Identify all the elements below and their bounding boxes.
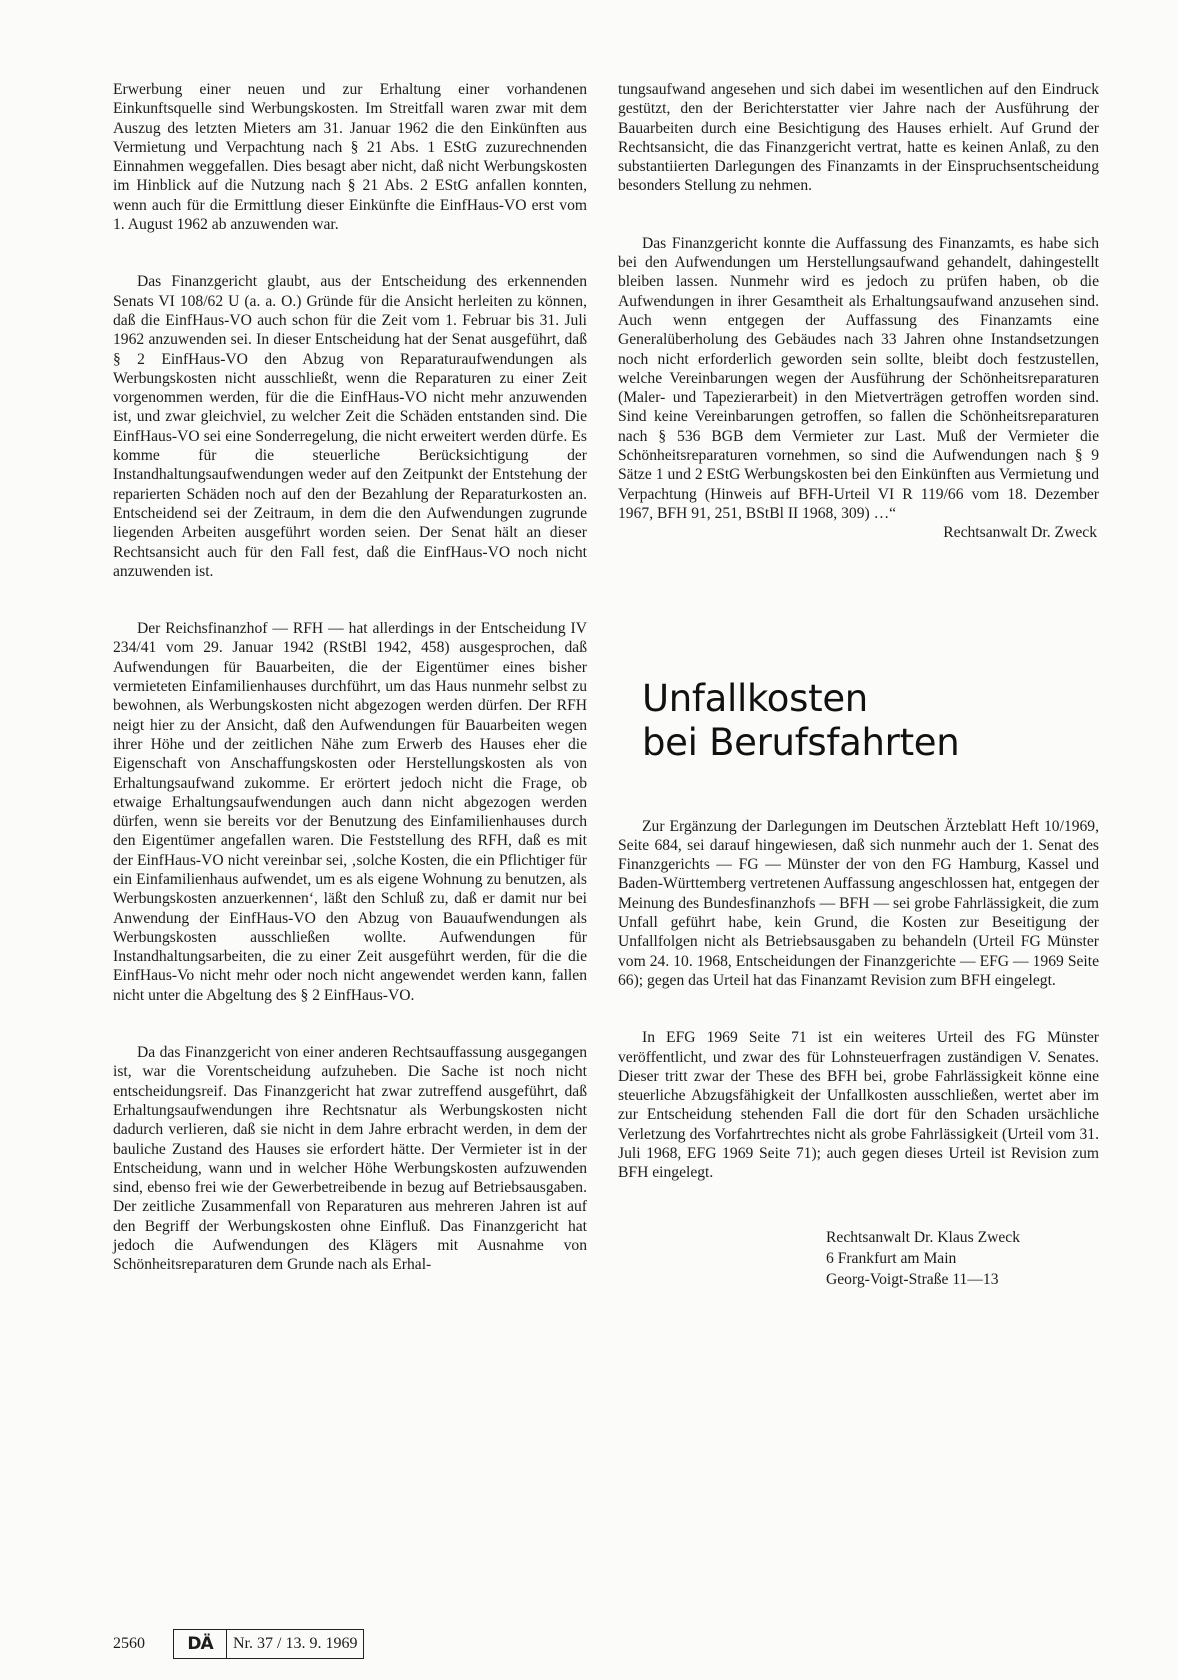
paragraph: Der Reichsfinanzhof — RFH — hat allerdings in der Entscheidung IV 234/41 vom 29. Januar 1942 (RStBl 1942, 458) ausgesprochen, daß Aufwendungen für Bauarbeiten, die der Eigentümer eines bisher vermieteten Einfamilienhauses durchführt, um das Haus nunmehr selbst zu bewohnen, als Werbungskosten nicht abgezogen werden dürfen. Der RFH neigt hier zu der Ansicht, daß den Aufwendungen für Bauarbeiten wegen ihrer Höhe und der zeitlichen Nähe zum Erwerb des Hauses eher die Eigenschaft von Anschaffungskosten oder Herstellungskosten als von Erhaltungsaufwand zukomme. Er erörtert jedoch nicht die Frage, ob etwaige Erhaltungsaufwendungen auch dann nicht abgezogen werden dürfen, wenn sie bereits vor der Benutzung des Einfamilienhauses durch den Eigentümer angefallen waren. Die Feststellung des RFH, daß es mit der EinfHaus-VO nicht vereinbar sei, ‚solche Kosten, die ein Pflichtiger für ein Einfamilienhaus aufwendet, um es als eigene Wohnung zu benutzen, als Werbungskosten anzuerkennen‘, läßt den Schluß zu, daß er damit nur bei Anwendung der EinfHaus-VO den Abzug von Bauaufwendungen als Werbungskosten ausschließen wollte. Aufwendungen für Instandhaltungsarbeiten, die zu einer Zeit ausgeführt werden, für die die EinfHaus-Vo nicht mehr oder noch nicht angewendet werden kann, fallen nicht unter die Abgeltung des § 2 EinfHaus-VO. <box>113 620 587 1004</box>
author-name: Rechtsanwalt Dr. Klaus Zweck <box>826 1228 1021 1246</box>
paragraph: Erwerbung einer neuen und zur Erhaltung einer vorhandenen Einkunftsquelle sind Werbungskosten. Im Streitfall waren zwar mit dem Auszug des letzten Mieters am 31. Januar 1962 die den Einkünften aus Vermietung und Verpachtung nach § 21 Abs. 1 EStG zuzurechnenden Einnahmen weggefallen. Dies besagt aber nicht, daß nicht Werbungskosten im Hinblick auf die Nutzung nach § 21 Abs. 2 EStG anfallen konnten, wenn auch für die Ermittlung dieser Einkünfte die EinfHaus-VO erst vom 1. August 1962 ab anzuwenden war. <box>113 81 587 234</box>
journal-logo: DÄ <box>174 1630 227 1658</box>
paragraph: Das Finanzgericht konnte die Auffassung des Finanzamts, es habe sich bei den Aufwendungen um Herstellungsaufwand gehandelt, dahingestellt bleiben lassen. Nunmehr wird es jedoch zu prüfen haben, ob die Aufwendungen in ihrer Gesamtheit als Erhaltungsaufwand anzusehen sind. Auch wenn entgegen der Auffassung des Finanzamts eine Generalüberholung des Gebäudes nach 33 Jahren ohne Instandsetzungen noch nicht erforderlich geworden sein sollte, bleibt doch festzustellen, welche Vereinbarungen wegen der Ausführung der Schönheitsreparaturen (Maler- und Tapezierarbeit) in den Mietverträgen getroffen worden sind. Sind keine Vereinbarungen getroffen, so fallen die Schönheitsreparaturen nach § 536 BGB dem Vermieter zur Last. Muß der Vermieter die Schönheitsreparaturen vornehmen, so sind die Aufwendungen nach § 9 Sätze 1 und 2 EStG Werbungskosten bei den Einkünften aus Vermietung und Verpachtung (Hinweis auf BFH-Urteil VI R 119/66 vom 18. Dezember 1967, BFH 91, 251, BStBl II 1968, 309) …“ <box>618 234 1099 522</box>
paragraph: tungsaufwand angesehen und sich dabei im wesentlichen auf den Eindruck gestützt, den der Berichterstatter vier Jahre nach der Ausführung der Bauarbeiten durch eine Besichtigung des Hauses erhielt. Auf Grund der Rechtsansicht, die das Finanzgericht vertrat, hatte es keinen Anlaß, zu den substantiierten Darlegungen des Finanzamts in der Einspruchsentscheidung besonders Stellung zu nehmen. <box>618 81 1099 195</box>
author-street: Georg-Voigt-Straße 11—13 <box>826 1270 999 1288</box>
paragraph: Da das Finanzgericht von einer anderen Rechtsauffassung ausgegangen ist, war die Vorentscheidung aufzuheben. Die Sache ist noch nicht entscheidungsreif. Das Finanzgericht hat zwar zutreffend ausgeführt, daß Erhaltungsaufwendungen ihre Rechtsnatur als Werbungskosten nicht dadurch verlieren, daß sie nicht in dem Jahre erbracht werden, in dem der bauliche Zustand des Hauses sie erfordert hätte. Der Vermieter ist in der Entscheidung, wann und in welcher Höhe Werbungskosten aufzuwenden sind, ebenso frei wie der Gewerbetreibende in bezug auf Betriebsausgaben. Der zeitliche Zusammenfall von Reparaturen aus mehreren Jahren ist auf den Begriff der Werbungskosten ohne Einfluß. Das Finanzgericht hat jedoch die Aufwendungen des Klägers mit Ausnahme von Schönheitsreparaturen dem Grunde nach als Erhal- <box>113 1044 587 1274</box>
journal-badge <box>173 1629 364 1659</box>
right-column <box>618 80 1099 1290</box>
page-footer <box>113 1629 364 1659</box>
headline-line-2: bei Berufsfahrten <box>642 720 960 764</box>
issue-number: Nr. 37 / 13. 9. 1969 <box>233 1635 358 1652</box>
page-number: 2560 <box>113 1635 145 1652</box>
author-signature: Rechtsanwalt Dr. Zweck <box>943 524 1097 542</box>
paragraph: Zur Ergänzung der Darlegungen im Deutschen Ärzteblatt Heft 10/1969, Seite 684, sei darauf hingewiesen, daß sich nunmehr auch der 1. Senat des Finanzgerichts — FG — Münster der von den FG Hamburg, Kassel und Baden-Württemberg vertretenen Auffassung angeschlossen hat, entgegen der Meinung des Bundesfinanzhofs — BFH — sei grobe Fahrlässigkeit, die zum Unfall geführt habe, kein Grund, die Kosten zur Beseitigung der Unfallfolgen nicht als Betriebsausgaben zu behandeln (Urteil FG Münster vom 24. 10. 1968, Entscheidungen der Finanzgerichte — EFG — 1969 Seite 66); gegen das Urteil hat das Finanzamt Revision zum BFH eingelegt. <box>618 817 1099 989</box>
paragraph: Das Finanzgericht glaubt, aus der Entscheidung des erkennenden Senats VI 108/62 U (a. a. O.) Gründe für die Ansicht herleiten zu können, daß die EinfHaus-VO auch schon für die Zeit vom 1. Februar bis 31. Juli 1962 anzuwenden sei. In dieser Entscheidung hat der Senat ausgeführt, daß § 2 EinfHaus-VO den Abzug von Reparaturaufwendungen als Werbungskosten nicht ausschließt, wenn die Reparaturen zu einer Zeit vorgenommen werden, für die die EinfHaus-VO nicht mehr anzuwenden ist, und zwar gleichviel, zu welcher Zeit die Schäden entstanden sind. Die EinfHaus-VO sei eine Sonderregelung, die nicht erweitert werden dürfe. Es komme für die steuerliche Berücksichtigung der Instandhaltungsaufwendungen weder auf den Zeitpunkt der Entstehung der reparierten Schäden noch auf den der Bezahlung der Reparaturkosten an. Entscheidend sei der Zeitraum, in dem die den Aufwendungen zugrunde liegenden Arbeiten ausgeführt worden seien. Der Senat hält an dieser Rechtsansicht auch für den Fall fest, daß die EinfHaus-VO noch nicht anzuwenden ist. <box>113 273 587 580</box>
author-address <box>618 1227 1099 1290</box>
paragraph: In EFG 1969 Seite 71 ist ein weiteres Urteil des FG Münster veröffentlicht, und zwar des für Lohnsteuerfragen zuständigen V. Senates. Dieser tritt zwar der These des BFH bei, grobe Fahrlässigkeit könne eine steuerliche Abzugsfähigkeit der Unfallkosten ausschließen, wertet aber im zur Entscheidung stehenden Fall die dort für den Schaden ursächliche Verletzung des Vorfahrtrechtes nicht als grobe Fahrlässigkeit (Urteil vom 31. Juli 1968, EFG 1969 Seite 71); auch gegen dieses Urteil ist Revision zum BFH eingelegt. <box>618 1029 1099 1182</box>
headline-line-1: Unfallkosten <box>642 676 868 720</box>
author-city: 6 Frankfurt am Main <box>826 1249 957 1267</box>
left-column <box>113 80 587 1275</box>
article-headline <box>618 677 1099 765</box>
